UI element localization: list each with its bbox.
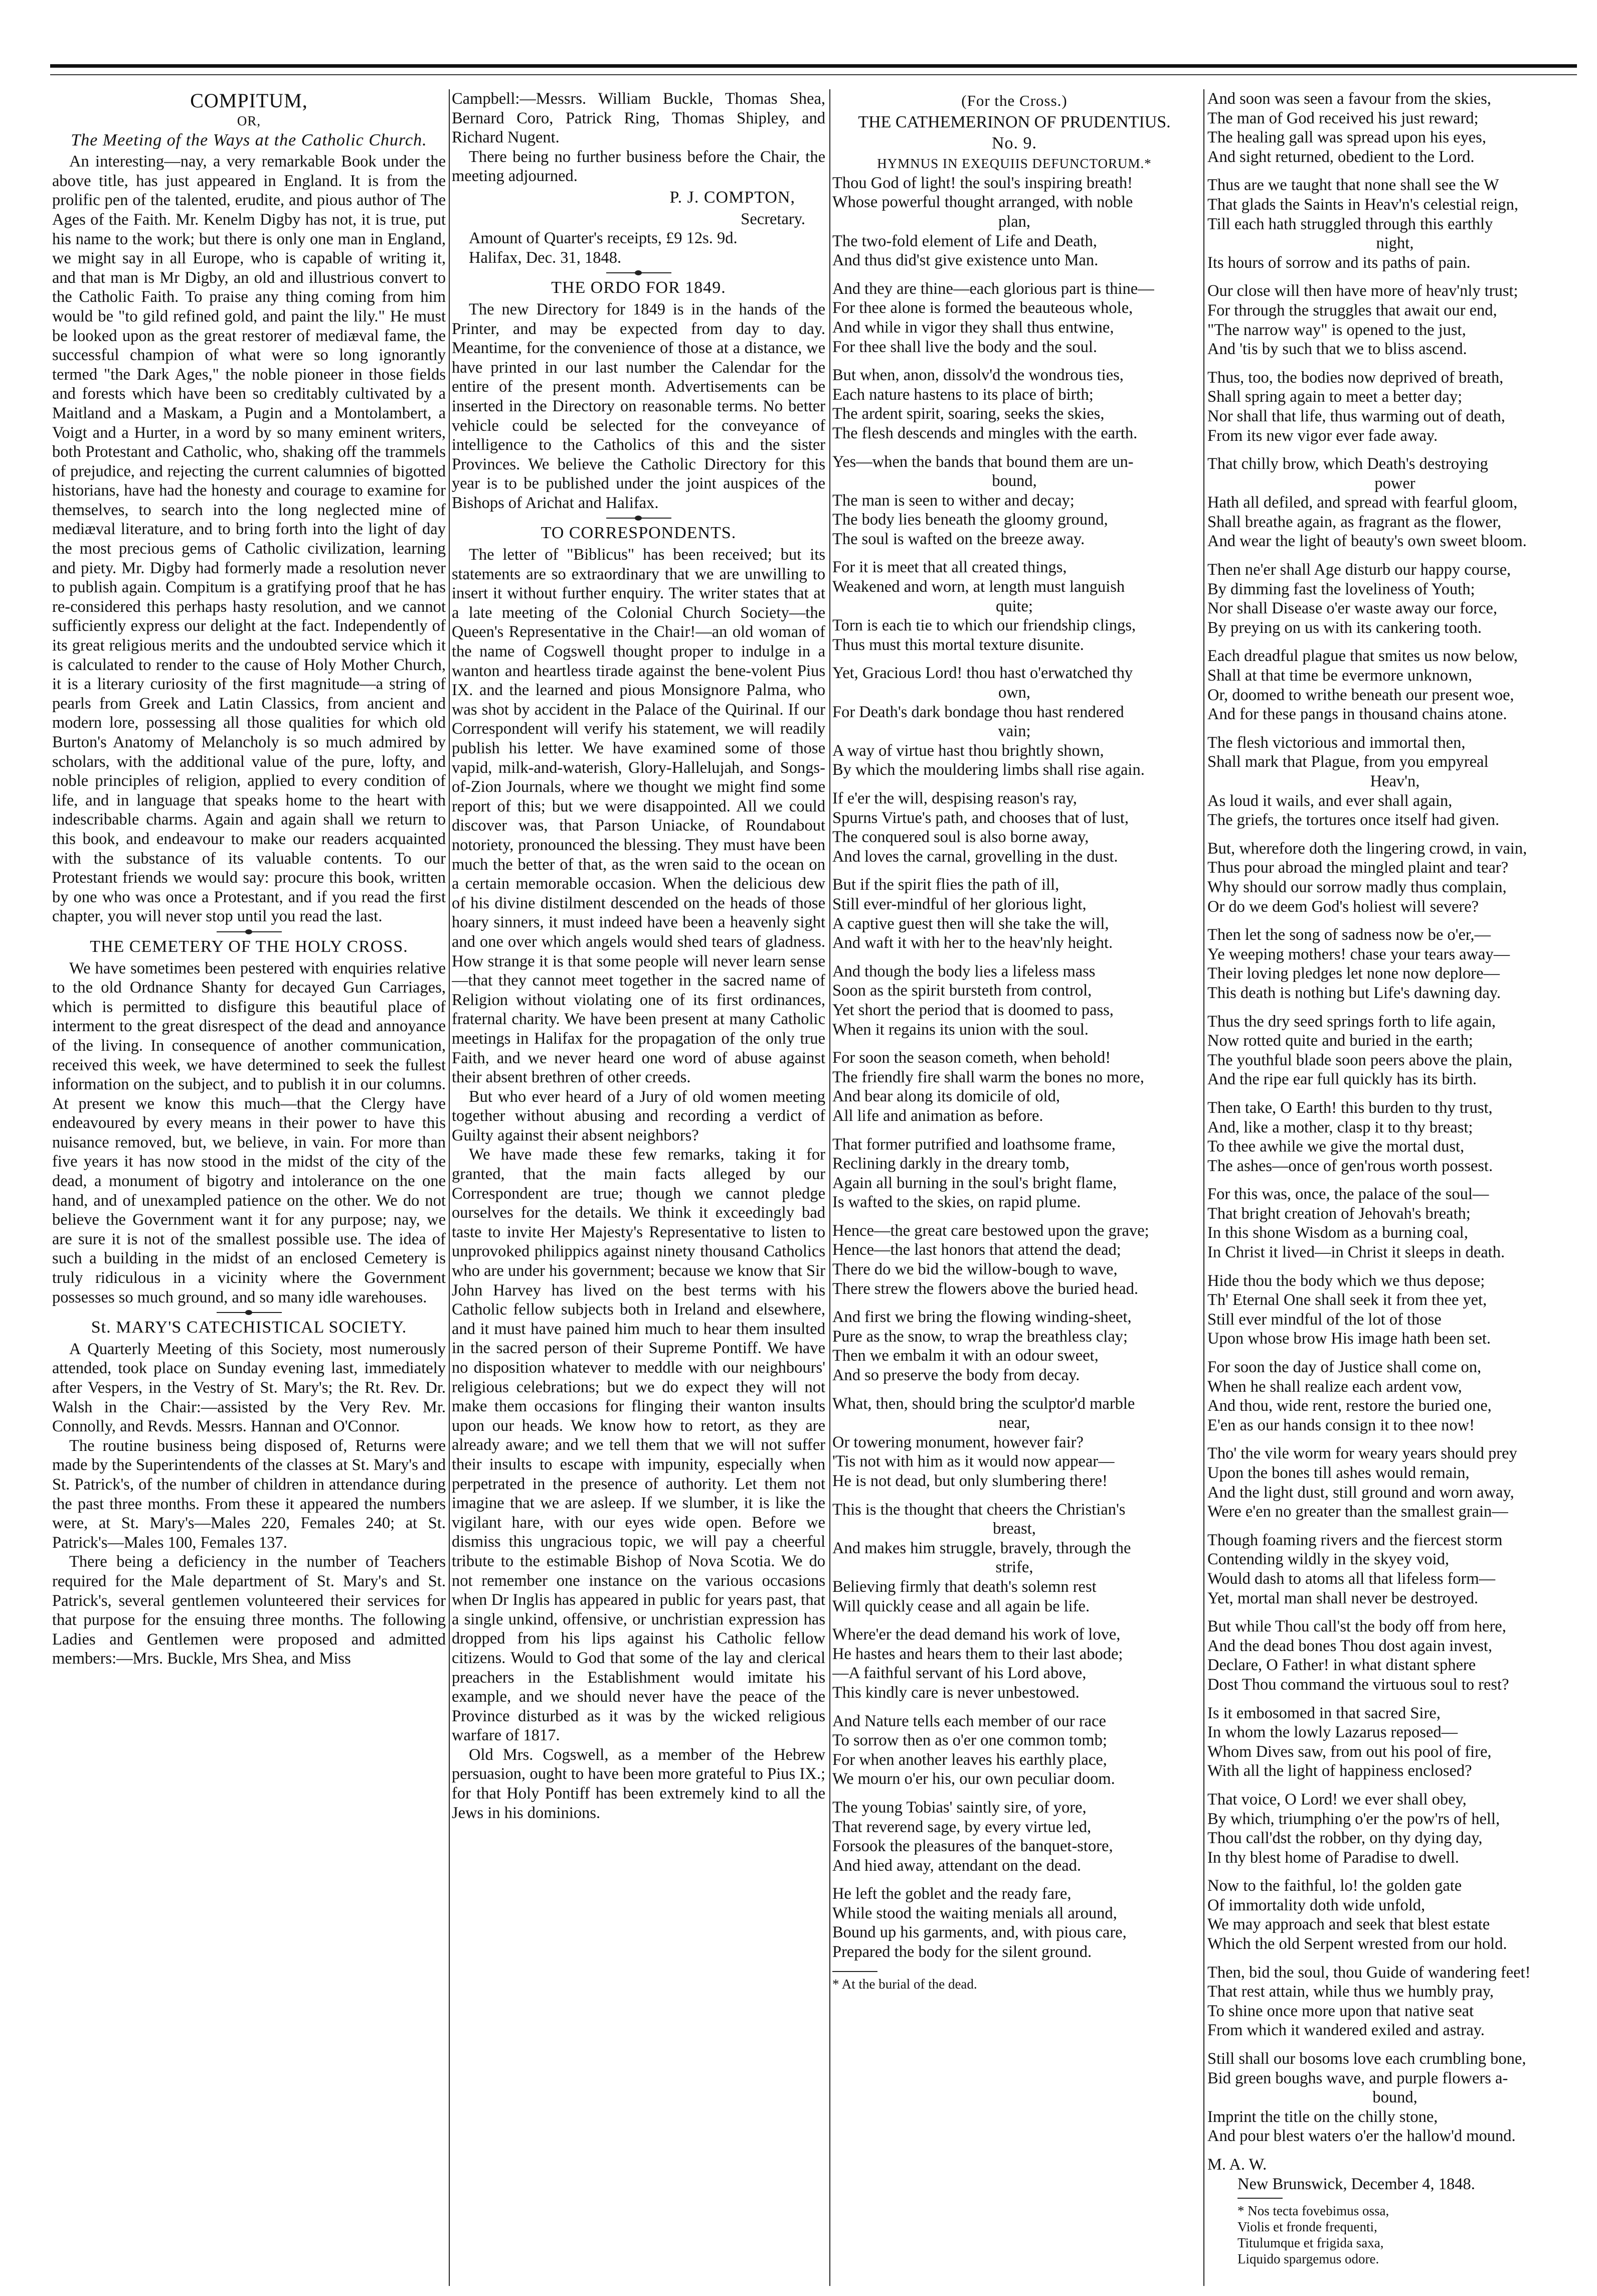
receipts-amount: Amount of Quarter's receipts, £9 12s. 9d. [469, 229, 738, 248]
poem-stanza [1207, 646, 1582, 724]
poem-line: This is the thought that cheers the Christian's [832, 1500, 1126, 1519]
poem-line: Whose powerful thought arranged, with noble [832, 193, 1133, 212]
poem-line: When it regains its union with the soul. [832, 1020, 1089, 1039]
poem-line: Shall at that time be evermore unknown, [1207, 667, 1472, 685]
ornament-divider [217, 1312, 282, 1313]
poem-line: Bid green boughs wave, and purple flowers a- [1207, 2069, 1508, 2087]
poem-line: The man of God received his just reward; [1207, 109, 1479, 127]
poem-line: By preying on us with its cankering tooth. [1207, 618, 1482, 637]
poem-line: Hence—the great care bestowed upon the grave; [832, 1221, 1149, 1240]
poem-line: Pure as the snow, to wrap the breathless clay; [832, 1327, 1128, 1346]
poem-stanza [832, 1221, 1196, 1298]
poem-stanza [1207, 1876, 1582, 1953]
poem-line: If e'er the will, despising reason's ray, [832, 789, 1077, 807]
poem-line: Thou call'dst the robber, on thy dying day, [1207, 1829, 1483, 1848]
poem-signature: M. A. W. [1207, 2156, 1267, 2174]
poem-line: Bound up his garments, and, with pious care, [832, 1923, 1127, 1942]
correspondents-paragraph: But who ever heard of a Jury of old women meeting together without abusing and recording a verdict of Guilty against their absent neighbors? [452, 1087, 825, 1144]
poem-stanza [1207, 281, 1582, 359]
poem-line: Shall spring again to meet a better day; [1207, 388, 1463, 406]
poem-line: own, [998, 684, 1031, 702]
poem-line: Declare, O Father! in what distant sphere [1207, 1656, 1476, 1675]
poem-line: And sight returned, obedient to the Lord. [1207, 147, 1475, 166]
poem-stanza [1207, 1012, 1582, 1089]
poem-line: And wear the light of beauty's own sweet bloom. [1207, 532, 1527, 551]
poem-line: He left the goblet and the ready fare, [832, 1885, 1072, 1903]
secretary-name: P. J. COMPTON, [669, 188, 795, 207]
poem-source: (For the Cross.) [961, 92, 1068, 109]
poem-stanza [1207, 1704, 1582, 1781]
poem-line: We may approach and seek that blest estate [1207, 1915, 1490, 1934]
poem-line: strife, [995, 1558, 1033, 1577]
poem-line: For it is meet that all created things, [832, 558, 1067, 577]
poem-line: That bright creation of Jehovah's breath; [1207, 1204, 1471, 1223]
poem-line: This kindly care is never unbestowed. [832, 1683, 1080, 1702]
poem-line: A way of virtue hast thou brightly shown, [832, 741, 1104, 760]
poem-stanza [1207, 1790, 1582, 1867]
poem-stanza [832, 664, 1196, 780]
poem-line: All life and animation as before. [832, 1106, 1043, 1125]
poem-line: And while in vigor they shall thus entwine, [832, 318, 1114, 337]
poem-stanza [1207, 839, 1582, 916]
poem-dateline: New Brunswick, December 4, 1848. [1237, 2175, 1475, 2193]
poem-line: Is it embosomed in that sacred Sire, [1207, 1704, 1441, 1722]
poem-stanza [832, 174, 1196, 270]
poem-line: Their loving pledges let none now deplore— [1207, 964, 1500, 983]
adjourn-text: There being no further business before the Chair, the meeting adjourned. [452, 147, 825, 186]
poem-line: Till each hath struggled through this earthly [1207, 215, 1493, 233]
poem-line: Then, bid the soul, thou Guide of wandering feet! [1207, 1963, 1531, 1982]
poem-line: In thy blest home of Paradise to dwell. [1207, 1848, 1459, 1867]
poem-line: Upon the bones till ashes would remain, [1207, 1464, 1470, 1482]
poem-line: Heav'n, [1370, 772, 1420, 790]
poem-stanza [832, 1798, 1196, 1875]
cemetery-paragraph: We have sometimes been pestered with enquiries relative to the old Ordnance Shanty for decayed Gun Carriages, which is permitted to disfigure this beautiful place of interment to the great disrespect of the dead and annoyance of the living. In consequence of another communication, received this week, we have determined to seek the fullest information on the subject, and to publish it in our columns. At present we know this much—that the Clergy have endeavoured by every means in their power to have this nuisance removed, but, we believe, in vain. For more than five years it has now stood in the midst of the city of the dead, a monument of bigotry and intolerance on the one hand, and of unexampled patience on the other. We do not believe the Government want it for any purpose; nay, we are sure it is not of the smallest possible use. The idea of such a building in the midst of an enclosed Cemetery is truly ridiculous in a vicinity where the Government possesses so much ground, and so many idle warehouses. [52, 959, 446, 1306]
footnote-rule [832, 1971, 877, 1972]
poem-line: Nor shall that life, thus warming out of death, [1207, 407, 1505, 425]
poem-line: Th' Eternal One shall seek it from thee yet, [1207, 1291, 1487, 1309]
poem-line: The conquered soul is also borne away, [832, 828, 1089, 847]
poem-line: The body lies beneath the gloomy ground, [832, 511, 1108, 529]
poem-stanza [832, 875, 1196, 952]
poem-line: That voice, O Lord! we ever shall obey, [1207, 1790, 1467, 1809]
poem-stanza [1207, 1963, 1582, 2040]
poem-line: Or do we deem God's holiest will severe? [1207, 897, 1479, 916]
poem-line: Were e'en no greater than the smallest grain— [1207, 1503, 1508, 1521]
poem-stanza [832, 789, 1196, 866]
poem-line: By which, triumphing o'er the pow'rs of hell, [1207, 1810, 1500, 1828]
poem-line: But, wherefore doth the lingering crowd, in vain, [1207, 839, 1527, 858]
poem-line: By which the mouldering limbs shall rise again. [832, 761, 1145, 779]
poem-line: But when, anon, dissolv'd the wondrous ties, [832, 366, 1124, 385]
poem-line: Our close will then have more of heav'nly trust; [1207, 282, 1518, 300]
poem-stanza [1207, 2049, 1582, 2146]
poem-footnote: * At the burial of the dead. [832, 1976, 977, 1992]
poem-line: Forsook the pleasures of the banquet-store, [832, 1837, 1113, 1856]
poem-stanza [832, 1625, 1196, 1702]
poem-line: There strew the flowers above the buried head. [832, 1279, 1139, 1298]
poem-stanza [832, 1712, 1196, 1789]
poem-line: Its hours of sorrow and its paths of pain. [1207, 253, 1471, 272]
poem-line: And the light dust, still ground and worn away, [1207, 1483, 1514, 1502]
poem-line: Ye weeping mothers! chase your tears away— [1207, 945, 1510, 963]
poem-line: night, [1376, 234, 1414, 253]
poem-line: To sorrow then as o'er one common tomb; [832, 1731, 1107, 1750]
poem-line: Imprint the title on the chilly stone, [1207, 2107, 1438, 2126]
poem-number: No. 9. [991, 134, 1037, 153]
poem-line: Hide thou the body which we thus depose; [1207, 1271, 1485, 1290]
poem-line: Where'er the dead demand his work of love, [832, 1625, 1121, 1644]
poem-line: That reverend sage, by every virtue led, [832, 1818, 1092, 1836]
poem-line: 'Tis not with him as it would now appear— [832, 1452, 1115, 1471]
poem-line: Shall mark that Plague, from you empyreal [1207, 753, 1489, 771]
poem-line: And the ripe ear full quickly has its birth. [1207, 1070, 1477, 1089]
compitum-subtitle: The Meeting of the Ways at the Catholic Church. [71, 130, 427, 149]
poem-line: Thus are we taught that none shall see the W [1207, 176, 1499, 195]
poem-line: Tho' the vile worm for weary years should prey [1207, 1444, 1517, 1463]
poem-line: plan, [998, 212, 1031, 231]
latin-note-line: * Nos tecta fovebimus ossa, [1237, 2203, 1389, 2219]
note-rule [1237, 2198, 1283, 2199]
poem-title: THE CATHEMERINON OF PRUDENTIUS. [858, 112, 1171, 131]
poem-line: And the dead bones Thou dost again invest, [1207, 1636, 1493, 1655]
poem-line: What, then, should bring the sculptor'd marble [832, 1394, 1135, 1413]
poem-line: And first we bring the flowing winding-sheet, [832, 1308, 1132, 1327]
poem-line: For this was, once, the palace of the soul— [1207, 1185, 1489, 1204]
poem-line: vain; [998, 722, 1031, 741]
poem-line: For Death's dark bondage thou hast rendered [832, 703, 1124, 721]
poem-stanza [1207, 560, 1582, 637]
poem-hymn-title: HYMNUS IN EXEQUIIS DEFUNCTORUM.* [877, 155, 1152, 171]
poem-line: And 'tis by such that we to bliss ascend. [1207, 340, 1467, 359]
poem-line: Soon as the spirit bursteth from control, [832, 981, 1092, 1000]
compitum-paragraph: An interesting—nay, a very remarkable Book under the above title, has just appeared in England. It is from the prolific pen of the talented, erudite, and pious author of The Ages of the Faith. Mr. Kenelm Digby has not, it is true, put his name to the work; but there is only one man in England, we might say in all Europe, who is capable of writing it, and that man is Mr Digby, an old and illustrious convert to the Catholic Faith. To praise any thing coming from him would be "to gild refined gold, and paint the lily." He must be looked upon as the great restorer of mediæval fame, the successful champion of what were so long ignorantly termed "the Dark Ages," the noble pioneer in those fields and forests which have been so creditably cultivated by a Maitland and a Maskam, a Pugin and a Montolambert, a Voigt and a Hurter, in a word by so many eminent writers, both Protestant and Catholic, who, shaking off the trammels of prejudice, and rejecting the current calumnies of bigotted historians, have had the honesty and courage to examine for themselves, to search into the long neglected mine of mediæval literature, and to bring forth into the light of day the most precious gems of Catholic civilization, learning and piety. Mr. Digby had formerly made a resolution never to publish again. Compitum is a gratifying proof that he has re-considered this perhaps hasty resolution, and we cannot sufficiently express our delight at the fact. Independently of its great religious merits and the undoubted service which it is calculated to render to the cause of Holy Mother Church, it is a literary curiosity of the first magnitude—a string of pearls from Greek and Latin Classics, from ancient and modern lore, possessing all those qualities for which old Burton's Anatomy of Melancholy is so much admired by scholars, with the additional value of the pure, lofty, and noble principles of religion, applied to every condition of life, and in language that speaks home to the heart with indescribable charms. Again and again shall we return to this book, and endeavour to make our readers acquainted with the substance of its valuable contents. To our Protestant friends we would say: procure this book, written by one who was once a Protestant, and if you read the first chapter, you will never stop until you read the last. [52, 152, 446, 926]
poem-stanza [832, 1394, 1196, 1491]
ornament-divider [606, 272, 671, 273]
receipts-dateline: Halifax, Dec. 31, 1848. [469, 248, 622, 267]
poem-stanza [1207, 1358, 1582, 1435]
poem-line: In Christ it lived—in Christ it sleeps in death. [1207, 1243, 1505, 1262]
poem-line: Spurns Virtue's path, and chooses that of lust, [832, 808, 1129, 827]
correspondents-title: TO CORRESPONDENTS. [541, 524, 737, 543]
poem-line: In whom the lowly Lazarus reposed— [1207, 1723, 1458, 1742]
poem-line: And soon was seen a favour from the skies, [1207, 90, 1491, 108]
poem-line: And for these pangs in thousand chains atone. [1207, 705, 1507, 724]
poem-line: Of immortality doth wide unfold, [1207, 1896, 1426, 1914]
poem-line: Which the old Serpent wrested from our hold. [1207, 1935, 1507, 1953]
poem-line: And pour blest waters o'er the hallow'd mound. [1207, 2127, 1516, 2146]
poem-line: near, [998, 1414, 1030, 1432]
poem-stanza [832, 1135, 1196, 1212]
poem-line: Upon whose brow His image hath been set. [1207, 1330, 1491, 1348]
poem-line: For soon the season cometh, when behold! [832, 1049, 1111, 1067]
poem-line: Then ne'er shall Age disturb our happy course, [1207, 561, 1511, 579]
poem-line: While stood the waiting menials all around, [832, 1904, 1117, 1922]
poem-line: Dost Thou command the virtuous soul to rest? [1207, 1675, 1509, 1694]
poem-line: The friendly fire shall warm the bones no more, [832, 1068, 1144, 1086]
poem-line: For thee alone is formed the beauteous whole, [832, 299, 1133, 317]
poem-line: Though foaming rivers and the fiercest storm [1207, 1531, 1503, 1549]
poem-line: The healing gall was spread upon his eyes, [1207, 128, 1486, 147]
poem-line: And makes him struggle, bravely, through the [832, 1539, 1131, 1557]
poem-line: To shine once more upon that native seat [1207, 2002, 1474, 2020]
correspondents-paragraph: We have made these few remarks, taking it for granted, that the main facts alleged by our Correspondent are true; though we cannot pledge ourselves for the details. We think it exceedingly bad taste to invite Her Majesty's Representative to listen to unprovoked philippics against ninety thousand Catholics who are under his government; because we know that Sir John Harvey has lived on the best terms with his Catholic fellow subjects both in Ireland and elsewhere, and it must have pained him much to hear them insulted in the sacred person of their Supreme Pontiff. We have no disposition whatever to meddle with our neighbours' religious celebrations; but we do expect they will not make them occasions for flinging their wanton insults upon our heads. We know how to retort, as they are already aware; and we tell them that we will not suffer their insults to escape with impunity, especially when perpetrated in the presence of authority. Let them not imagine that we are asleep. If we slumber, it is like the vigilant hare, with our eyes wide open. Before we dismiss this ungracious topic, we will pay a cheerful tribute to the estimable Bishop of Nova Scotia. We do not remember one instance on the various occasions when Dr Inglis has appeared in public for years past, that a single unkind, offensive, or unchristian expression has dropped from his lips against his Catholic fellow citizens. Would to God that some of the lay and clerical preachers in the Establishment would imitate his example, and we should never have the peace of the Province disturbed as it was by the wicked religious warfare of 1817. [452, 1145, 825, 1745]
poem-line: Then let the song of sadness now be o'er,— [1207, 926, 1491, 944]
poem-line: Thus pour abroad the mingled plaint and tear? [1207, 859, 1509, 877]
latin-note-line: Violis et fronde frequenti, [1237, 2219, 1377, 2235]
poem-line: The flesh descends and mingles with the earth. [832, 424, 1138, 442]
poem-stanza [1207, 925, 1582, 1003]
poem-line: Will quickly cease and all again be life. [832, 1597, 1090, 1615]
poem-stanza [832, 558, 1196, 654]
poem-line: Each dreadful plague that smites us now below, [1207, 647, 1518, 666]
latin-note [1207, 2203, 1582, 2267]
compitum-or: OR, [237, 113, 261, 128]
poem-stanza [832, 452, 1196, 549]
poem-line: Contending wildly in the skyey void, [1207, 1550, 1450, 1569]
column-1 [52, 89, 446, 2286]
poem-line: That rest attain, while thus we humbly pray, [1207, 1983, 1494, 2001]
poem-line: And though the body lies a lifeless mass [832, 962, 1096, 980]
poem-line: Now to the faithful, lo! the golden gate [1207, 1877, 1462, 1895]
poem-line: The young Tobias' saintly sire, of yore, [832, 1798, 1087, 1817]
poem-body-continued [1207, 89, 1582, 2146]
poem-line: And Nature tells each member of our race [832, 1712, 1106, 1730]
poem-line: And bear along its domicile of old, [832, 1087, 1060, 1106]
poem-line: By dimming fast the loveliness of Youth; [1207, 580, 1475, 598]
poem-stanza [832, 1307, 1196, 1385]
poem-line: The ardent spirit, soaring, seeks the skies, [832, 405, 1105, 423]
poem-line: He is not dead, but only slumbering there! [832, 1472, 1108, 1490]
poem-line: There do we bid the willow-bough to wave, [832, 1260, 1118, 1279]
poem-stanza [1207, 1531, 1582, 1608]
ornament-divider [606, 518, 671, 519]
poem-line: Yet, mortal man shall never be destroyed. [1207, 1589, 1479, 1607]
poem-body [832, 174, 1196, 1962]
poem-line: bound, [992, 472, 1037, 490]
society-paragraph: A Quarterly Meeting of this Society, most numerously attended, took place on Sunday evening last, immediately after Vespers, in the Vestry of St. Mary's; the Rt. Rev. Dr. Walsh in the Chair:—assisted by the Very Rev. Mr. Connolly, and Revds. Messrs. Hannan and O'Connor. [52, 1340, 446, 1436]
poem-line: quite; [995, 597, 1033, 615]
poem-line: Prepared the body for the silent ground. [832, 1943, 1092, 1961]
poem-line: We mourn o'er his, our own peculiar doom. [832, 1770, 1115, 1788]
poem-line: Nor shall Disease o'er waste away our force, [1207, 599, 1497, 618]
poem-stanza [832, 279, 1196, 357]
poem-line: Again all burning in the soul's bright flame, [832, 1174, 1117, 1192]
poem-line: Thou God of light! the soul's inspiring breath! [832, 174, 1133, 192]
society-continued: Campbell:—Messrs. William Buckle, Thomas Shea, Bernard Coro, Patrick Ring, Thomas Shipley, and Richard Nugent. [452, 90, 825, 147]
poem-line: When he shall realize each ardent vow, [1207, 1377, 1462, 1396]
poem-line: Still ever-mindful of her glorious light, [832, 895, 1087, 913]
poem-line: power [1374, 474, 1415, 493]
poem-line: The flesh victorious and immortal then, [1207, 733, 1466, 752]
poem-line: Still shall our bosoms love each crumbling bone, [1207, 2050, 1526, 2068]
poem-line: Yet short the period that is doomed to pass, [832, 1001, 1114, 1019]
poem-line: That former putrified and loathsome frame, [832, 1135, 1116, 1154]
poem-stanza [832, 962, 1196, 1039]
poem-line: Why should our sorrow madly thus complain, [1207, 878, 1507, 896]
poem-line: And hied away, attendant on the dead. [832, 1856, 1082, 1875]
poem-line: Yes—when the bands that bound them are un- [832, 452, 1134, 471]
top-rule [50, 64, 1577, 68]
poem-line: From which it wandered exiled and astray. [1207, 2021, 1485, 2040]
poem-stanza [1207, 454, 1582, 551]
cemetery-title: THE CEMETERY OF THE HOLY CROSS. [90, 937, 408, 956]
poem-line: He hastes and hears them to their last abode; [832, 1645, 1123, 1663]
poem-line: Would dash to atoms all that lifeless form— [1207, 1569, 1496, 1588]
poem-line: And loves the carnal, grovelling in the dust. [832, 847, 1118, 866]
poem-stanza [1207, 176, 1582, 272]
poem-stanza [1207, 1185, 1582, 1262]
society-title: St. MARY'S CATECHISTICAL SOCIETY. [91, 1318, 407, 1337]
poem-stanza [1207, 1617, 1582, 1694]
poem-line: For soon the day of Justice shall come on, [1207, 1358, 1482, 1377]
poem-stanza [1207, 733, 1582, 830]
poem-line: And so preserve the body from decay. [832, 1366, 1080, 1385]
poem-line: In this shone Wisdom as a burning coal, [1207, 1224, 1468, 1242]
correspondents-paragraph: Old Mrs. Cogswell, as a member of the Hebrew persuasion, ought to have been more grateful to Pius IX.; for that Holy Pontiff has been extremely kind to all the Jews in his dominions. [452, 1745, 825, 1822]
poem-stanza [832, 366, 1196, 443]
poem-line: And thou, wide rent, restore the buried one, [1207, 1397, 1492, 1415]
poem-line: From its new vigor ever fade away. [1207, 426, 1438, 445]
poem-line: Then we embalm it with an odour sweet, [832, 1347, 1099, 1365]
column-3 [832, 89, 1196, 2286]
poem-line: The griefs, the tortures once itself had given. [1207, 811, 1500, 830]
poem-line: Still ever mindful of the lot of those [1207, 1310, 1442, 1329]
correspondents-paragraph: The letter of "Biblicus" has been received; but its statements are so extraordinary that we are unwilling to insert it without further enquiry. The writer states that at a late meeting of the Colonial Church Society—the Queen's Representative in the Chair!—an old woman of the name of Cogswell thought proper to indulge in a wanton and heartless tirade against the bene-volent Pius IX. and the learned and pious Monsignore Palma, who was shot by accident in the Palace of the Quirinal. If our Correspondent will verify his statement, we will readily publish his letter. We have examined some of those vapid, milk-and-waterish, Glory-Hallelujah, and Songs-of-Zion Journals, where we thought we might find some report of this; but we were disappointed. All we could discover was, that Parson Uniacke, of Roundabout notoriety, pronounced the blessing. They must have been much the better of that, as the wren said to the ocean on a certain memorable occasion. When the delicious dew of his divine distilment descended on the heads of those hoary sinners, it must indeed have been a heavenly sight and one over which angels would shed tears of gladness. How strange it is that some people will never learn sense—that they cannot meet together in the sacred name of Religion without violating one of its first ordinances, fraternal charity. We have been present at many Catholic meetings in Halifax for the propagation of the only true Faith, and we never heard one word of abuse against their absent brethren of other creeds. [452, 546, 825, 1087]
poem-stanza [832, 1500, 1196, 1616]
poem-line: And waft it with her to the heav'nly height. [832, 934, 1113, 952]
poem-stanza [1207, 89, 1582, 167]
society-paragraph: There being a deficiency in the number of Teachers required for the Male department of St. Mary's and St. Patrick's, several gentlemen volunteered their services for that purpose for the ensuing three months. The following Ladies and Gentlemen were proposed and admitted members:—Mrs. Buckle, Mrs Shea, and Miss [52, 1553, 446, 1668]
poem-line: Torn is each tie to which our friendship clings, [832, 616, 1136, 635]
poem-stanza [1207, 1444, 1582, 1521]
ordo-paragraph: The new Directory for 1849 is in the hands of the Printer, and may be expected from day to day. Meantime, for the convenience of those at a distance, we have printed in our last number the Calendar for the entire of the present month. Advertisements can be inserted in the Directory on reasonable terms. No better vehicle could be selected for the conveyance of intelligence to the Catholics of this and the sister Provinces. We believe the Catholic Directory for this year is to be published under the joint auspices of the Bishops of Arichat and Halifax. [452, 300, 825, 512]
column-2 [452, 89, 825, 2286]
poem-line: Shall breathe again, as fragrant as the flower, [1207, 513, 1502, 531]
poem-stanza [832, 1884, 1196, 1961]
poem-line: This death is nothing but Life's dawning day. [1207, 983, 1501, 1002]
top-rule-thin [50, 74, 1577, 75]
poem-line: Each nature hastens to its place of birth; [832, 385, 1094, 404]
poem-line: The ashes—once of gen'rous worth possest. [1207, 1157, 1493, 1175]
column-4 [1207, 89, 1582, 2286]
poem-line: breast, [993, 1520, 1036, 1538]
poem-line: That chilly brow, which Death's destroying [1207, 455, 1488, 473]
ordo-title: THE ORDO FOR 1849. [551, 278, 726, 297]
poem-line: To thee awhile we give the mortal dust, [1207, 1137, 1465, 1156]
poem-line: As loud it wails, and ever shall again, [1207, 791, 1453, 810]
secretary-role: Secretary. [741, 210, 805, 228]
poem-line: With all the light of happiness enclosed? [1207, 1762, 1472, 1780]
poem-line: The man is seen to wither and decay; [832, 491, 1075, 510]
poem-line: Or towering monument, however fair? [832, 1433, 1084, 1451]
poem-line: Yet, Gracious Lord! thou hast o'erwatched thy [832, 664, 1133, 683]
poem-line: For through the struggles that await our end, [1207, 301, 1497, 319]
poem-stanza [1207, 1271, 1582, 1349]
poem-stanza [832, 1048, 1196, 1125]
poem-line: Thus, too, the bodies now deprived of breath, [1207, 368, 1504, 387]
compitum-title: COMPITUM, [190, 89, 308, 112]
latin-note-line: Liquido spargemus odore. [1237, 2251, 1379, 2267]
poem-line: Believing firmly that death's solemn rest [832, 1577, 1097, 1596]
poem-line: Then take, O Earth! this burden to thy trust, [1207, 1098, 1493, 1117]
poem-line: The two-fold element of Life and Death, [832, 232, 1097, 250]
poem-line: Now rotted quite and buried in the earth; [1207, 1032, 1473, 1050]
poem-line: Reclining darkly in the dreary tomb, [832, 1155, 1070, 1173]
poem-line: —A faithful servant of his Lord above, [832, 1664, 1087, 1683]
poem-line: Thus must this mortal texture disunite. [832, 635, 1084, 654]
poem-stanza [1207, 1098, 1582, 1176]
poem-line: But while Thou call'st the body off from here, [1207, 1617, 1506, 1636]
poem-line: Is wafted to the skies, on rapid plume. [832, 1193, 1081, 1212]
poem-line: But if the spirit flies the path of ill, [832, 876, 1059, 894]
poem-line: That glads the Saints in Heav'n's celestial reign, [1207, 195, 1519, 214]
column-rule-1 [449, 89, 450, 2286]
poem-line: Weakened and worn, at length must languish [832, 578, 1125, 596]
column-rule-3 [1203, 89, 1204, 2286]
poem-line: E'en as our hands consign it to thee now! [1207, 1416, 1475, 1434]
ornament-divider [217, 931, 282, 932]
poem-stanza [1207, 368, 1582, 445]
poem-line: Hath all defiled, and spread with fearful gloom, [1207, 494, 1518, 512]
poem-line: "The narrow way" is opened to the just, [1207, 320, 1466, 339]
poem-line: Or, doomed to writhe beneath our present woe, [1207, 686, 1514, 704]
poem-line: And thus did'st give existence unto Man. [832, 251, 1099, 270]
poem-line: Whom Dives saw, from out his pool of fire, [1207, 1742, 1492, 1761]
latin-note-line: Titulumque et frigida saxa, [1237, 2235, 1384, 2251]
poem-line: And, like a mother, clasp it to thy breast; [1207, 1118, 1473, 1136]
poem-line: Hence—the last honors that attend the dead; [832, 1241, 1121, 1259]
poem-line: A captive guest then will she take the will, [832, 914, 1109, 933]
society-paragraph: The routine business being disposed of, Returns were made by the Superintendents of the classes at St. Mary's and St. Patrick's, of the number of children in attendance during the past three months. From these it appeared the numbers were, at St. Mary's—Males 220, Females 240; at St. Patrick's—Males 100, Females 137. [52, 1436, 446, 1552]
poem-line: For when another leaves his earthly place, [832, 1750, 1107, 1769]
poem-line: And they are thine—each glorious part is thine— [832, 279, 1154, 298]
poem-line: The youthful blade soon peers above the plain, [1207, 1051, 1513, 1069]
column-rule-2 [829, 89, 830, 2286]
poem-line: bound, [1372, 2088, 1417, 2107]
poem-line: The soul is wafted on the breeze away. [832, 530, 1085, 548]
poem-line: Thus the dry seed springs forth to life again, [1207, 1012, 1496, 1031]
poem-line: For thee shall live the body and the soul. [832, 338, 1098, 356]
